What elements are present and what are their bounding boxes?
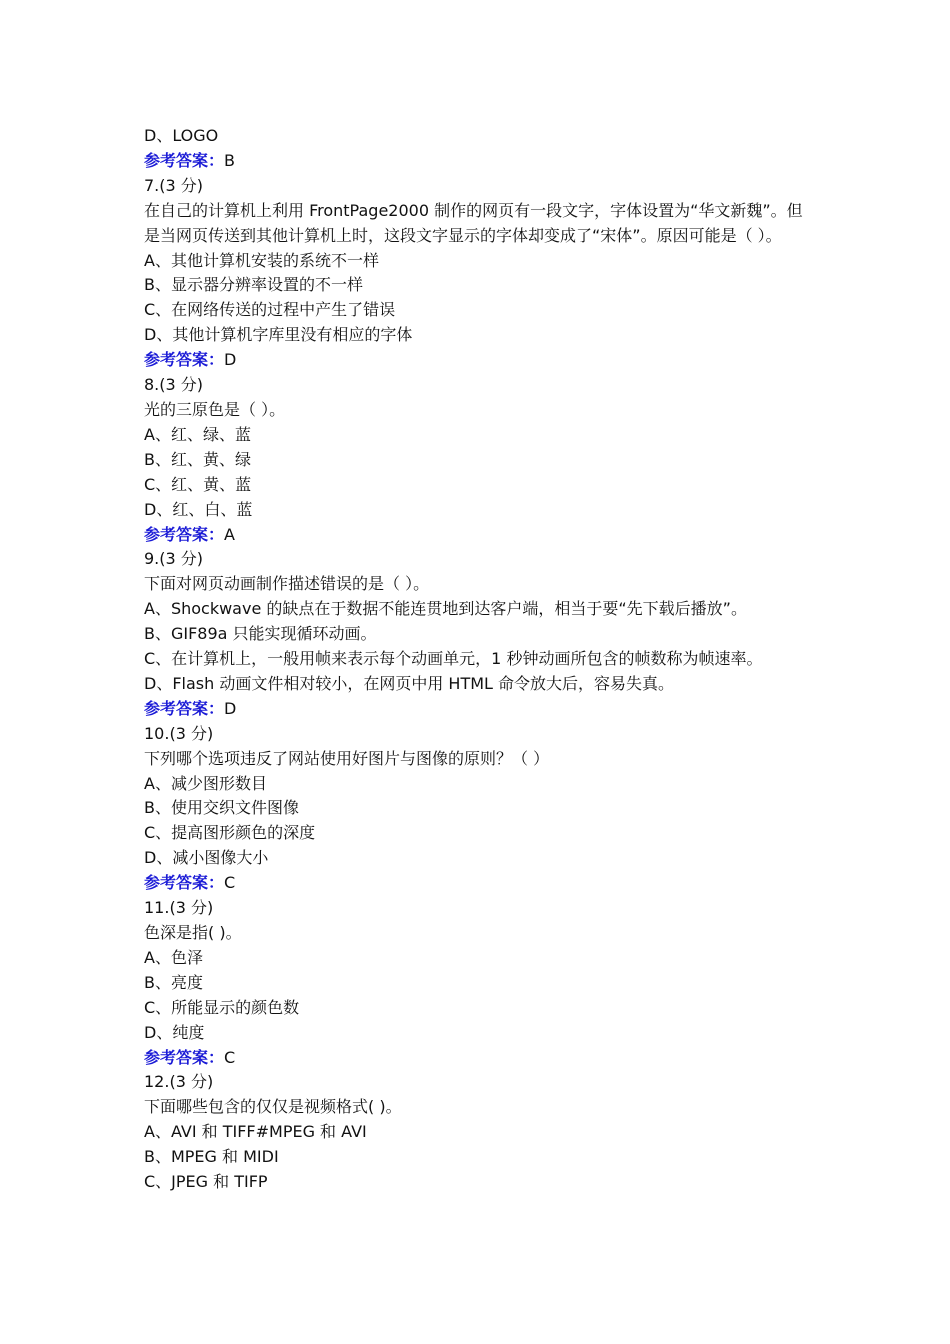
answer-line — [144, 149, 814, 174]
answer-value: B — [224, 150, 235, 170]
option-a: A、其他计算机安装的系统不一样 — [144, 250, 379, 270]
question-12 — [144, 1070, 814, 1195]
option-d: D、减小图像大小 — [144, 848, 269, 868]
answer-value: C — [224, 1047, 236, 1067]
question-7 — [144, 174, 814, 373]
option-b: B、GIF89a 只能实现循环动画。 — [144, 624, 377, 644]
answer-label: 参考答案： — [144, 524, 225, 544]
answer-line — [144, 523, 814, 548]
question-fragment — [144, 124, 814, 174]
option-d: D、其他计算机字库里没有相应的字体 — [144, 325, 413, 345]
question-header: 8.(3 分) — [144, 375, 204, 395]
answer-value: D — [224, 350, 237, 370]
option-b: B、亮度 — [144, 972, 203, 992]
option-d: D、LOGO — [144, 126, 219, 145]
question-stem: 光的三原色是（ ）。 — [144, 399, 286, 419]
option-c: C、在网络传送的过程中产生了错误 — [144, 300, 396, 320]
question-stem: 下列哪个选项违反了网站使用好图片与图像的原则？（ ） — [144, 748, 550, 768]
question-stem: 下面对网页动画制作描述错误的是（ ）。 — [144, 574, 430, 594]
option-b: B、使用交织文件图像 — [144, 798, 299, 818]
answer-label: 参考答案： — [144, 1047, 225, 1067]
question-header: 12.(3 分) — [144, 1072, 214, 1092]
option-d: D、红、白、蓝 — [144, 499, 253, 519]
question-10 — [144, 722, 814, 896]
option-c: C、红、黄、蓝 — [144, 474, 252, 494]
option-a: A、减少图形数目 — [144, 773, 267, 793]
option-a: A、Shockwave 的缺点在于数据不能连贯地到达客户端，相当于要“先下载后播放”。 — [144, 599, 747, 619]
question-header: 9.(3 分) — [144, 549, 204, 569]
option-a: A、色泽 — [144, 947, 203, 967]
option-b: B、MPEG 和 MIDI — [144, 1147, 279, 1167]
question-header: 10.(3 分) — [144, 723, 214, 743]
question-9 — [144, 547, 814, 721]
document-page — [144, 124, 814, 1195]
question-stem: 下面哪些包含的仅仅是视频格式( )。 — [144, 1097, 402, 1117]
answer-line — [144, 348, 814, 373]
answer-value: D — [224, 698, 237, 718]
answer-label: 参考答案： — [144, 350, 225, 370]
option-c: C、提高图形颜色的深度 — [144, 823, 316, 843]
question-8 — [144, 373, 814, 547]
option-c: C、JPEG 和 TIFP — [144, 1172, 268, 1192]
answer-value: A — [224, 524, 235, 544]
answer-value: C — [224, 873, 236, 893]
answer-label: 参考答案： — [144, 873, 225, 893]
option-a: A、AVI 和 TIFF#MPEG 和 AVI — [144, 1122, 367, 1142]
option-a: A、红、绿、蓝 — [144, 424, 251, 444]
question-header: 7.(3 分) — [144, 175, 204, 195]
question-header: 11.(3 分) — [144, 898, 214, 918]
answer-label: 参考答案： — [144, 150, 225, 170]
answer-line — [144, 871, 814, 896]
question-stem: 在自己的计算机上利用 FrontPage2000 制作的网页有一段文字，字体设置为“华文新魏”。但是当网页传送到其他计算机上时，这段文字显示的字体却变成了“宋体”。原因可能是（ ）。 — [144, 200, 803, 245]
answer-line — [144, 697, 814, 722]
question-11 — [144, 896, 814, 1070]
option-b: B、显示器分辨率设置的不一样 — [144, 275, 363, 295]
answer-line — [144, 1046, 814, 1071]
answer-label: 参考答案： — [144, 698, 225, 718]
question-stem: 色深是指( )。 — [144, 923, 242, 942]
option-d: D、Flash 动画文件相对较小，在网页中用 HTML 命令放大后，容易失真。 — [144, 673, 675, 693]
option-b: B、红、黄、绿 — [144, 449, 251, 469]
option-d: D、纯度 — [144, 1022, 205, 1042]
option-c: C、所能显示的颜色数 — [144, 997, 300, 1017]
option-c: C、在计算机上，一般用帧来表示每个动画单元，1 秒钟动画所包含的帧数称为帧速率。 — [144, 649, 763, 669]
